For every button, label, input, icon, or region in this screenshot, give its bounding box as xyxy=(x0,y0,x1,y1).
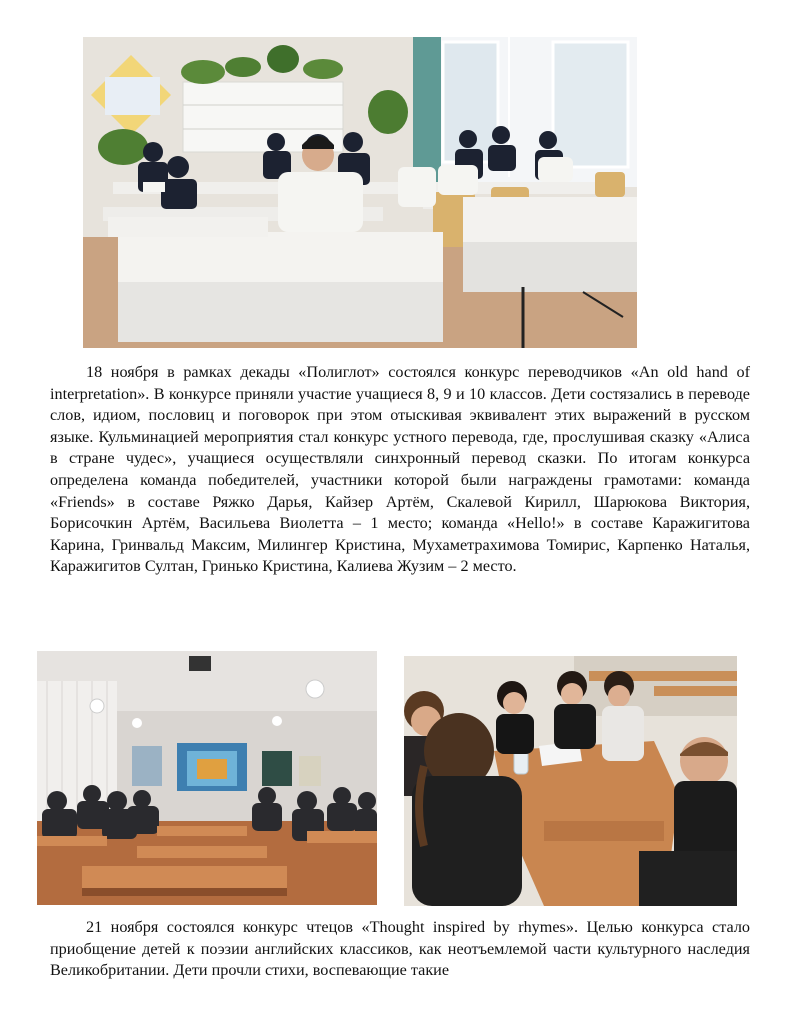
article-paragraph-1 xyxy=(50,362,750,578)
article-paragraph-1-text: 18 ноября в рамках декады «Полиглот» состоялся конкурс переводчиков «An old hand of interpretation». В конкурсе приняли участие учащиеся 8, 9 и 10 классов. Дети состязались в переводе слов, идиом, пословиц и поговорок при этом отыскивая эквивалент этих выражений в русском языке. Кульминацией мероприятия стал конкурс устного перевода, где, прослушивая сказку «Алиса в стране чудес», учащиеся осуществляли синхронный перевод сказки. По итогам конкурса определена команда победителей, участники которой были награждены грамотами: команда «Friends» в составе Ряжко Дарья, Кайзер Артём, Скалевой Кирилл, Шарюкова Виктория, Борисочкин Артём, Васильева Виолетта – 1 место; команда «Hello!» в составе Каражигитова Карина, Гринвальд Максим, Милингер Кристина, Мухаметрахимова Томирис, Карпенко Наталья, Каражигитов Султан, Гринько Кристина, Калиева Жузим – 2 место. xyxy=(50,363,750,576)
article-paragraph-2-text: 21 ноября состоялся конкурс чтецов «Thought inspired by rhymes». Целью конкурса стало приобщение детей к поэзии английских классиков, как неотъемлемой части культурного наследия Великобритании. Дети прочли стихи, воспевающие такие xyxy=(50,918,750,980)
article-paragraph-2 xyxy=(50,917,750,982)
classroom-projector-photo xyxy=(37,651,377,905)
classroom-photo-top xyxy=(83,37,637,348)
students-group-work-photo xyxy=(404,656,737,906)
